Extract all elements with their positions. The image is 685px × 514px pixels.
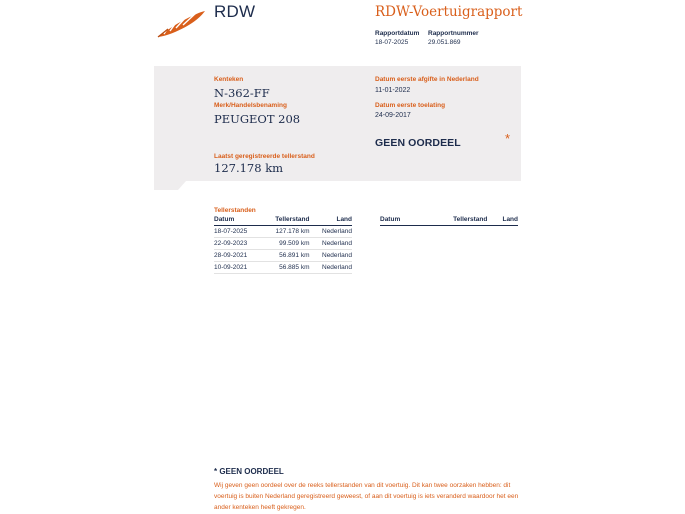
row-reading: 56.891 km [261, 250, 309, 262]
plate-value: N-362-FF [214, 86, 270, 100]
report-title: RDW-Voertuigrapport [375, 4, 523, 20]
report-date [375, 30, 419, 46]
footnote-text: Wij geven geen oordeel over de reeks tellerstanden van dit voertuig. Dit kan twee oorzaken hebben: dit voertuig is buiten Nederland geregistreerd geweest, of aan dit voertuig is iets veranderd waardoor het een ander kenteken heeft gekregen. [214, 482, 519, 511]
column-header-date: Datum [214, 216, 261, 226]
odometer-section-title: Tellerstanden [214, 207, 256, 214]
row-reading: 56.885 km [261, 262, 309, 274]
report-date-label: Rapportdatum [375, 30, 420, 37]
odometer-table-continued [380, 216, 518, 226]
first-nl-value: 11-01-2022 [375, 87, 411, 94]
odometer-table-header [380, 216, 518, 226]
verdict-footnote-mark: * [505, 131, 511, 146]
verdict: GEEN OORDEEL [375, 137, 461, 149]
row-reading: 99.509 km [261, 238, 309, 250]
footnote-title: * GEEN OORDEEL [214, 467, 284, 476]
first-admission-value: 24-09-2017 [375, 112, 411, 119]
report-date-value: 18-07-2025 [375, 39, 409, 46]
column-header-reading: Tellerstand [261, 216, 309, 226]
table-row [214, 226, 352, 238]
column-header-date: Datum [380, 216, 420, 226]
table-row [214, 262, 352, 274]
first-nl-label: Datum eerste afgifte in Nederland [375, 76, 479, 83]
rdw-feather-icon [156, 9, 206, 39]
make-value: PEUGEOT 208 [214, 112, 301, 126]
vehicle-summary-panel [154, 66, 521, 181]
odometer-value: 127.178 km [214, 161, 284, 175]
row-country: Nederland [310, 226, 353, 238]
brand-name: RDW [214, 2, 256, 21]
table-row [214, 250, 352, 262]
first-admission-label: Datum eerste toelating [375, 102, 446, 109]
odometer-table-header [214, 216, 352, 226]
report-number-label: Rapportnummer [428, 30, 479, 37]
row-reading: 127.178 km [261, 226, 309, 238]
row-date: 22-09-2023 [214, 238, 261, 250]
row-country: Nederland [310, 238, 353, 250]
plate-label: Kenteken [214, 76, 244, 83]
column-header-reading: Tellerstand [420, 216, 487, 226]
report-number-value: 29.051.869 [428, 39, 461, 46]
table-row [214, 238, 352, 250]
row-date: 10-09-2021 [214, 262, 261, 274]
row-country: Nederland [310, 250, 353, 262]
make-label: Merk/Handelsbenaming [214, 102, 287, 109]
row-date: 18-07-2025 [214, 226, 261, 238]
row-country: Nederland [310, 262, 353, 274]
column-header-country: Land [310, 216, 353, 226]
report-number [428, 30, 479, 46]
row-date: 28-09-2021 [214, 250, 261, 262]
odometer-table [214, 216, 352, 274]
odometer-label: Laatst geregistreerde tellerstand [214, 153, 315, 160]
panel-notch [154, 181, 186, 190]
column-header-country: Land [487, 216, 518, 226]
